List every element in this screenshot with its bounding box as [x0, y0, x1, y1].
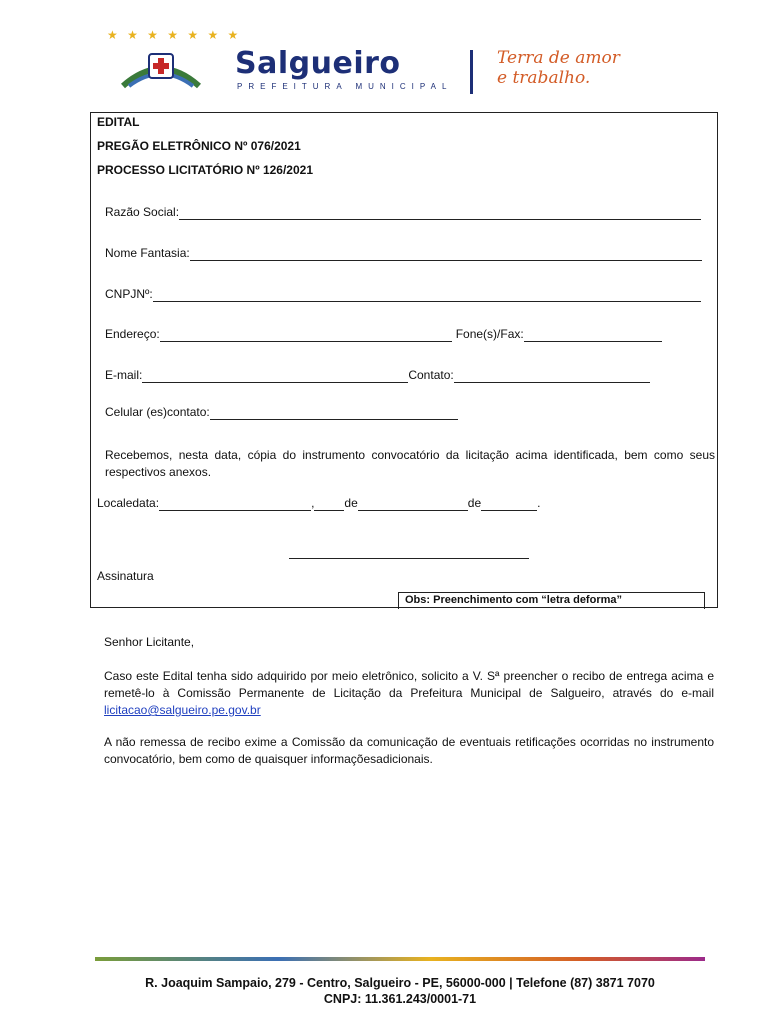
celular-field[interactable] — [210, 405, 458, 420]
endereco-field[interactable] — [160, 327, 452, 342]
slogan-line-2: e trabalho. — [497, 68, 591, 88]
local-field[interactable] — [159, 496, 311, 511]
instructions-paragraph — [104, 668, 714, 719]
fone-field[interactable] — [524, 327, 662, 342]
greeting: Senhor Licitante, — [104, 635, 195, 649]
local-data-row — [97, 496, 540, 511]
processo-number: PROCESSO LICITATÓRIO Nº 126/2021 — [97, 163, 313, 177]
email-row — [105, 368, 650, 383]
obs-note: Obs: Preenchimento com “letra deforma” — [398, 592, 705, 609]
brand-subtitle: PREFEITURA MUNICIPAL — [237, 82, 453, 91]
salgueiro-emblem-icon — [115, 42, 207, 90]
endereco-label: Endereço: — [105, 327, 160, 341]
footer-cnpj: CNPJ: 11.361.243/0001-71 — [323, 992, 477, 1006]
local-data-label: Localedata: — [97, 496, 160, 510]
day-field[interactable] — [314, 496, 344, 511]
footer-address: R. Joaquim Sampaio, 279 - Centro, Salgueiro - PE, 56000-000 | Telefone (87) 3871 7070 — [145, 976, 655, 990]
cnpj-field[interactable] — [153, 287, 701, 302]
celular-row — [105, 405, 458, 420]
comma-separator: , — [311, 496, 315, 510]
razao-social-label: Razão Social: — [105, 205, 180, 219]
month-field[interactable] — [358, 496, 468, 511]
de-label-2: de — [467, 496, 482, 510]
form-title: EDITAL — [97, 115, 140, 129]
footer-color-rule — [95, 957, 705, 961]
email-field[interactable] — [142, 368, 408, 383]
razao-social-field[interactable] — [179, 205, 701, 220]
period-mark: . — [537, 496, 541, 510]
endereco-row — [105, 327, 662, 342]
year-field[interactable] — [481, 496, 537, 511]
email-link[interactable]: licitacao@salgueiro.pe.gov.br — [104, 703, 261, 717]
page-header — [95, 22, 715, 94]
pregao-number: PREGÃO ELETRÔNICO Nº 076/2021 — [97, 139, 301, 153]
contato-field[interactable] — [454, 368, 650, 383]
nome-fantasia-field[interactable] — [190, 246, 702, 261]
receipt-form — [90, 112, 718, 608]
fone-label: Fone(s)/Fax: — [455, 327, 524, 341]
de-label-1: de — [344, 496, 358, 510]
slogan-line-1: Terra de amor — [497, 48, 620, 68]
signature-label: Assinatura — [97, 569, 154, 583]
stars-decoration: ★ ★ ★ ★ ★ ★ ★ — [107, 28, 242, 42]
email-label: E-mail: — [105, 368, 143, 382]
header-divider — [470, 50, 473, 94]
nome-fantasia-label: Nome Fantasia: — [105, 246, 190, 260]
receipt-statement: Recebemos, nesta data, cópia do instrumento convocatório da licitação acima identificada, bem como seus respectivos anexos. — [105, 448, 715, 479]
contato-label: Contato: — [408, 368, 454, 382]
celular-label: Celular (es)contato: — [105, 405, 210, 419]
cnpj-row — [105, 287, 701, 302]
nome-fantasia-row — [105, 246, 702, 261]
notice-paragraph: A não remessa de recibo exime a Comissão da comunicação de eventuais retificações ocorridas no instrumento convocatório, bem como de quaisquer informaçõesadicionais. — [104, 735, 714, 766]
brand-name: Salgueiro — [235, 46, 401, 81]
instructions-text: Caso este Edital tenha sido adquirido por meio eletrônico, solicito a V. Sª preencher o recibo de entrega acima e remetê-lo à Comissão Permanente de Licitação da Prefeitura Municipal de Salgueiro, através do e-mail — [104, 669, 714, 700]
signature-field[interactable] — [289, 558, 529, 559]
razao-social-row — [105, 205, 701, 220]
cnpj-label: CNPJNº: — [105, 287, 153, 301]
